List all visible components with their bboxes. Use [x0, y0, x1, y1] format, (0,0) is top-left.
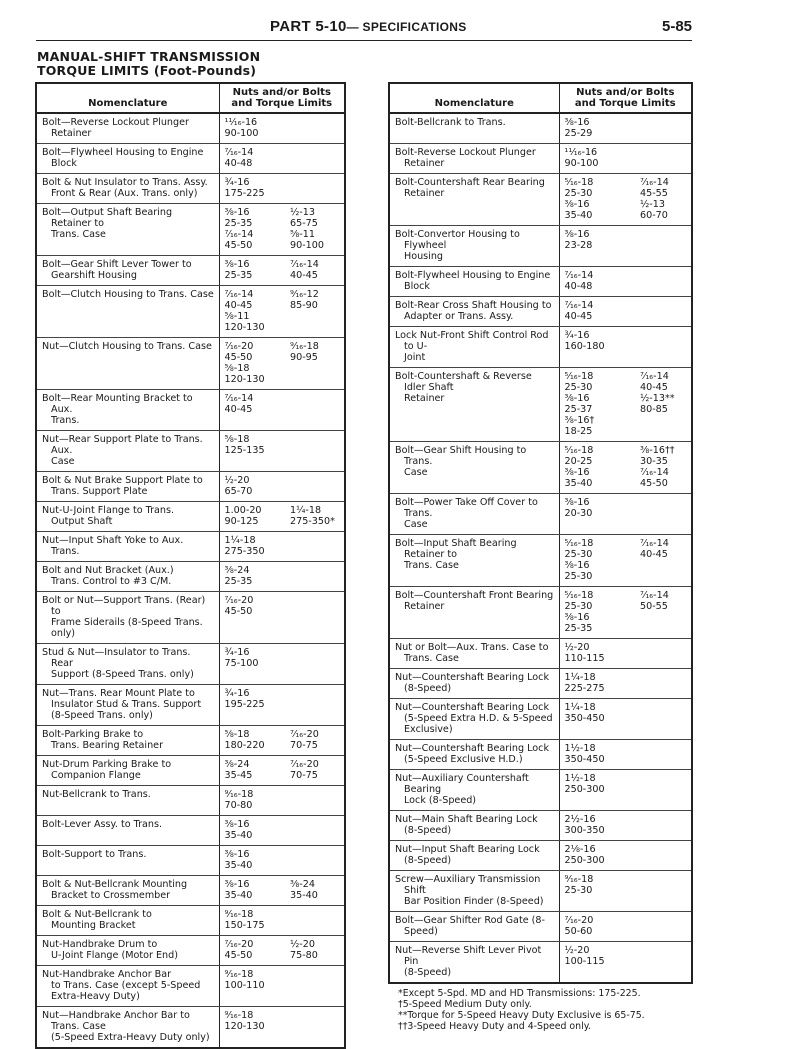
table-row [389, 669, 692, 699]
torque-spec-cell: ½-20 110-115 [559, 639, 635, 669]
torque-spec-cell: ⁹⁄₁₆-18 100-110 [219, 966, 285, 1007]
torque-spec-cell: ⅜-24 25-35 [219, 562, 285, 592]
page-title [37, 50, 260, 78]
torque-spec-cell-alt: ⁷⁄₁₆-14 40-45 ½-13** 80-85 [635, 368, 692, 442]
nomenclature-cell: Bolt—Input Shaft Bearing Retainer to Trans. Case [389, 535, 559, 587]
torque-spec-cell: ⅜-16 25-35 ⁷⁄₁₆-14 45-50 [219, 204, 285, 256]
torque-spec-cell: 2⅛-16 250-300 [559, 841, 635, 871]
nomenclature-cell: Bolt & Nut Insulator to Trans. Assy. Front & Rear (Aux. Trans. only) [36, 174, 219, 204]
nomenclature-cell: Nut—Countershaft Bearing Lock (8-Speed) [389, 669, 559, 699]
torque-spec-cell-alt [285, 113, 345, 144]
nomenclature-cell: Bolt—Flywheel Housing to Engine Block [36, 144, 219, 174]
torque-spec-cell-alt: ⁷⁄₁₆-20 70-75 [285, 726, 345, 756]
nomenclature-cell: Bolt—Gear Shifter Rod Gate (8-Speed) [389, 912, 559, 942]
torque-spec-cell: ¾-16 195-225 [219, 685, 285, 726]
torque-spec-cell-alt [635, 267, 692, 297]
table-row [36, 816, 345, 846]
torque-spec-cell-alt [635, 770, 692, 811]
table-row [389, 174, 692, 226]
torque-spec-cell-alt [635, 740, 692, 770]
page-number: 5-85 [662, 18, 693, 35]
torque-spec-cell-alt: ⁷⁄₁₆-14 45-55 ½-13 60-70 [635, 174, 692, 226]
torque-spec-cell: ⅜-16 35-40 [219, 876, 285, 906]
torque-table-left [35, 82, 346, 1049]
nomenclature-cell: Bolt and Nut Bracket (Aux.) Trans. Control to #3 C/M. [36, 562, 219, 592]
torque-spec-cell-alt [635, 327, 692, 368]
torque-spec-cell: ⁵⁄₁₆-18 25-30 ⅜-16 35-40 [559, 174, 635, 226]
torque-spec-cell: ⁵⁄₁₆-18 25-30 ⅜-16 25-30 [559, 535, 635, 587]
torque-spec-cell: ¾-16 175-225 [219, 174, 285, 204]
torque-spec-cell: ⁷⁄₁₆-14 40-45 [559, 297, 635, 327]
torque-spec-cell-alt: ⅜-16†† 30-35 ⁷⁄₁₆-14 45-50 [635, 442, 692, 494]
table-row [36, 204, 345, 256]
torque-spec-cell-alt [285, 846, 345, 876]
torque-spec-cell: ⁹⁄₁₆-18 25-30 [559, 871, 635, 912]
nomenclature-cell: Bolt-Flywheel Housing to Engine Block [389, 267, 559, 297]
nomenclature-cell: Bolt & Nut-Bellcrank to Mounting Bracket [36, 906, 219, 936]
nomenclature-cell: Bolt-Rear Cross Shaft Housing to Adapter or Trans. Assy. [389, 297, 559, 327]
table-row [36, 756, 345, 786]
title-line-1: MANUAL-SHIFT TRANSMISSION [37, 49, 261, 64]
right-column [388, 82, 693, 1032]
torque-spec-cell-alt: ⁹⁄₁₆-12 85-90 [285, 286, 345, 338]
torque-spec-cell: ⅜-16 25-35 [219, 256, 285, 286]
torque-spec-cell-alt [635, 639, 692, 669]
torque-spec-cell-alt [635, 669, 692, 699]
torque-spec-cell: ⅜-24 35-45 [219, 756, 285, 786]
table-row [36, 532, 345, 562]
nomenclature-cell: Bolt—Countershaft Front Bearing Retainer [389, 587, 559, 639]
torque-spec-cell: ⅜-16 35-40 [219, 846, 285, 876]
torque-spec-cell-alt [285, 431, 345, 472]
nomenclature-cell: Nut—Input Shaft Bearing Lock (8-Speed) [389, 841, 559, 871]
nomenclature-cell: Bolt—Reverse Lockout Plunger Retainer [36, 113, 219, 144]
header-rule [36, 40, 692, 41]
nomenclature-cell: Bolt-Countershaft Rear Bearing Retainer [389, 174, 559, 226]
nomenclature-cell: Nut—Input Shaft Yoke to Aux. Trans. [36, 532, 219, 562]
table-row [36, 644, 345, 685]
nomenclature-cell: Bolt-Lever Assy. to Trans. [36, 816, 219, 846]
torque-spec-cell-alt [285, 644, 345, 685]
table-row [36, 966, 345, 1007]
torque-spec-cell-alt [635, 144, 692, 174]
torque-spec-cell: 1¼-18 225-275 [559, 669, 635, 699]
torque-spec-cell: ⅜-16 20-30 [559, 494, 635, 535]
torque-spec-cell-alt: ⁷⁄₁₆-14 40-45 [635, 535, 692, 587]
torque-spec-cell: 1¼-18 350-450 [559, 699, 635, 740]
torque-spec-cell: ¹¹⁄₁₆-16 90-100 [219, 113, 285, 144]
nomenclature-cell: Bolt-Reverse Lockout Plunger Retainer [389, 144, 559, 174]
nomenclature-cell: Nut—Auxiliary Countershaft Bearing Lock (8-Speed) [389, 770, 559, 811]
table-row [36, 685, 345, 726]
column-header-torque: Nuts and/or Bolts and Torque Limits [219, 83, 345, 113]
nomenclature-cell: Bolt-Bellcrank to Trans. [389, 113, 559, 144]
table-row [389, 871, 692, 912]
torque-spec-cell: ⁷⁄₁₆-14 40-45 [219, 390, 285, 431]
table-row [36, 174, 345, 204]
page-header [270, 18, 467, 35]
column-header-nomenclature: Nomenclature [389, 83, 559, 113]
torque-spec-cell: ⅜-16 25-29 [559, 113, 635, 144]
table-row [389, 587, 692, 639]
torque-spec-cell-alt [285, 816, 345, 846]
torque-spec-cell-alt [635, 841, 692, 871]
table-row [389, 535, 692, 587]
table-row [389, 942, 692, 984]
footnote: †5-Speed Medium Duty only. [398, 999, 532, 1010]
torque-spec-cell: ⁵⁄₁₆-18 25-30 ⅜-16 25-35 [559, 587, 635, 639]
torque-spec-cell-alt: ⅜-24 35-40 [285, 876, 345, 906]
table-row [36, 338, 345, 390]
table-row [36, 592, 345, 644]
torque-spec-cell-alt [285, 174, 345, 204]
table-row [36, 472, 345, 502]
table-row [36, 431, 345, 472]
torque-spec-cell-alt [285, 562, 345, 592]
torque-spec-cell-alt [285, 906, 345, 936]
torque-spec-cell-alt: ½-13 65-75 ⅝-11 90-100 [285, 204, 345, 256]
torque-spec-cell-alt [635, 699, 692, 740]
nomenclature-cell: Nut or Bolt—Aux. Trans. Case to Trans. Case [389, 639, 559, 669]
torque-spec-cell-alt [285, 532, 345, 562]
part-label: PART 5-10 [270, 18, 347, 35]
table-row [36, 502, 345, 532]
nomenclature-cell: Bolt—Power Take Off Cover to Trans. Case [389, 494, 559, 535]
torque-spec-cell: ¾-16 160-180 [559, 327, 635, 368]
torque-spec-cell-alt [285, 786, 345, 816]
torque-spec-cell: 1½-18 350-450 [559, 740, 635, 770]
torque-spec-cell-alt [635, 942, 692, 984]
table-row [389, 113, 692, 144]
torque-spec-cell-alt [635, 811, 692, 841]
table-row [36, 906, 345, 936]
table-row [36, 256, 345, 286]
table-row [389, 912, 692, 942]
table-row [36, 1007, 345, 1049]
nomenclature-cell: Bolt-Parking Brake to Trans. Bearing Retainer [36, 726, 219, 756]
footnote: ††3-Speed Heavy Duty and 4-Speed only. [398, 1021, 591, 1032]
torque-spec-cell: ⁵⁄₁₆-18 20-25 ⅜-16 35-40 [559, 442, 635, 494]
torque-spec-cell-alt [635, 494, 692, 535]
table-row [36, 562, 345, 592]
table-row [389, 368, 692, 442]
torque-spec-cell-alt [635, 113, 692, 144]
footnotes [398, 988, 693, 1032]
nomenclature-cell: Bolt & Nut-Bellcrank Mounting Bracket to Crossmember [36, 876, 219, 906]
footnote: **Torque for 5-Speed Heavy Duty Exclusive is 65-75. [398, 1010, 645, 1021]
torque-spec-cell-alt [635, 912, 692, 942]
nomenclature-cell: Stud & Nut—Insulator to Trans. Rear Support (8-Speed Trans. only) [36, 644, 219, 685]
torque-spec-cell-alt: ⁷⁄₁₆-14 50-55 [635, 587, 692, 639]
torque-spec-cell: ⁹⁄₁₆-18 150-175 [219, 906, 285, 936]
table-row [36, 390, 345, 431]
table-row [389, 297, 692, 327]
torque-table-right [388, 82, 693, 984]
torque-spec-cell: 2½-16 300-350 [559, 811, 635, 841]
torque-spec-cell: ¾-16 75-100 [219, 644, 285, 685]
nomenclature-cell: Bolt—Clutch Housing to Trans. Case [36, 286, 219, 338]
column-header-torque: Nuts and/or Bolts and Torque Limits [559, 83, 692, 113]
torque-spec-cell: ⁷⁄₁₆-20 45-50 [219, 936, 285, 966]
table-row [36, 726, 345, 756]
table-row [389, 267, 692, 297]
torque-spec-cell-alt [285, 592, 345, 644]
torque-spec-cell: ½-20 100-115 [559, 942, 635, 984]
torque-spec-cell: ⁷⁄₁₆-20 45-50 ⅝-18 120-130 [219, 338, 285, 390]
nomenclature-cell: Nut—Trans. Rear Mount Plate to Insulator Stud & Trans. Support (8-Speed Trans. only) [36, 685, 219, 726]
nomenclature-cell: Lock Nut-Front Shift Control Rod to U- Joint [389, 327, 559, 368]
table-row [36, 846, 345, 876]
torque-spec-cell: 1¼-18 275-350 [219, 532, 285, 562]
table-row [389, 811, 692, 841]
torque-spec-cell: ⅜-16 35-40 [219, 816, 285, 846]
nomenclature-cell: Nut-Drum Parking Brake to Companion Flange [36, 756, 219, 786]
nomenclature-cell: Nut-U-Joint Flange to Trans. Output Shaft [36, 502, 219, 532]
torque-spec-cell-alt [285, 144, 345, 174]
nomenclature-cell: Bolt—Output Shaft Bearing Retainer to Trans. Case [36, 204, 219, 256]
nomenclature-cell: Bolt—Gear Shift Housing to Trans. Case [389, 442, 559, 494]
nomenclature-cell: Screw—Auxiliary Transmission Shift Bar Position Finder (8-Speed) [389, 871, 559, 912]
nomenclature-cell: Bolt-Convertor Housing to Flywheel Housing [389, 226, 559, 267]
table-row [389, 770, 692, 811]
torque-spec-cell: ⁷⁄₁₆-14 40-45 ⅝-11 120-130 [219, 286, 285, 338]
nomenclature-cell: Nut—Clutch Housing to Trans. Case [36, 338, 219, 390]
torque-spec-cell: ½-20 65-70 [219, 472, 285, 502]
torque-spec-cell-alt [285, 1007, 345, 1049]
torque-spec-cell-alt [635, 297, 692, 327]
nomenclature-cell: Nut—Reverse Shift Lever Pivot Pin (8-Speed) [389, 942, 559, 984]
torque-spec-cell-alt [635, 871, 692, 912]
nomenclature-cell: Bolt-Support to Trans. [36, 846, 219, 876]
table-row [36, 876, 345, 906]
title-line-2: TORQUE LIMITS (Foot-Pounds) [37, 63, 257, 78]
table-row [36, 144, 345, 174]
nomenclature-cell: Nut—Countershaft Bearing Lock (5-Speed Exclusive H.D.) [389, 740, 559, 770]
section-label: — SPECIFICATIONS [346, 20, 467, 34]
torque-spec-cell: ⅝-18 180-220 [219, 726, 285, 756]
nomenclature-cell: Nut-Bellcrank to Trans. [36, 786, 219, 816]
table-row [36, 113, 345, 144]
table-row [389, 226, 692, 267]
torque-spec-cell: ¹¹⁄₁₆-16 90-100 [559, 144, 635, 174]
torque-spec-cell: ⅜-16 23-28 [559, 226, 635, 267]
torque-spec-cell: ⁷⁄₁₆-20 45-50 [219, 592, 285, 644]
table-row [36, 936, 345, 966]
torque-spec-cell-alt: ½-20 75-80 [285, 936, 345, 966]
torque-spec-cell: ⅝-18 125-135 [219, 431, 285, 472]
torque-spec-cell-alt: ⁷⁄₁₆-14 40-45 [285, 256, 345, 286]
table-row [389, 327, 692, 368]
footnote: *Except 5-Spd. MD and HD Transmissions: 175-225. [398, 988, 641, 999]
nomenclature-cell: Nut—Rear Support Plate to Trans. Aux. Case [36, 431, 219, 472]
table-row [389, 442, 692, 494]
nomenclature-cell: Nut—Countershaft Bearing Lock (5-Speed Extra H.D. & 5-Speed Exclusive) [389, 699, 559, 740]
table-row [36, 286, 345, 338]
torque-spec-cell-alt [635, 226, 692, 267]
nomenclature-cell: Nut—Handbrake Anchor Bar to Trans. Case (5-Speed Extra-Heavy Duty only) [36, 1007, 219, 1049]
column-header-nomenclature: Nomenclature [36, 83, 219, 113]
table-row [389, 639, 692, 669]
table-row [36, 786, 345, 816]
nomenclature-cell: Bolt—Rear Mounting Bracket to Aux. Trans. [36, 390, 219, 431]
torque-spec-cell: ⁷⁄₁₆-20 50-60 [559, 912, 635, 942]
torque-spec-cell: ⁹⁄₁₆-18 70-80 [219, 786, 285, 816]
torque-spec-cell-alt [285, 966, 345, 1007]
torque-spec-cell: 1½-18 250-300 [559, 770, 635, 811]
nomenclature-cell: Nut-Handbrake Anchor Bar to Trans. Case (except 5-Speed Extra-Heavy Duty) [36, 966, 219, 1007]
table-row [389, 494, 692, 535]
torque-spec-cell: ⁷⁄₁₆-14 40-48 [219, 144, 285, 174]
torque-spec-cell-alt: 1¼-18 275-350* [285, 502, 345, 532]
nomenclature-cell: Bolt—Gear Shift Lever Tower to Gearshift Housing [36, 256, 219, 286]
table-row [389, 740, 692, 770]
torque-spec-cell-alt: ⁹⁄₁₆-18 90-95 [285, 338, 345, 390]
nomenclature-cell: Bolt & Nut Brake Support Plate to Trans. Support Plate [36, 472, 219, 502]
torque-spec-cell: ⁹⁄₁₆-18 120-130 [219, 1007, 285, 1049]
table-row [389, 841, 692, 871]
torque-spec-cell: ⁵⁄₁₆-18 25-30 ⅜-16 25-37 ⅜-16† 18-25 [559, 368, 635, 442]
torque-spec-cell-alt [285, 472, 345, 502]
table-row [389, 144, 692, 174]
nomenclature-cell: Nut—Main Shaft Bearing Lock (8-Speed) [389, 811, 559, 841]
table-row [389, 699, 692, 740]
nomenclature-cell: Bolt or Nut—Support Trans. (Rear) to Frame Siderails (8-Speed Trans. only) [36, 592, 219, 644]
torque-spec-cell: ⁷⁄₁₆-14 40-48 [559, 267, 635, 297]
torque-spec-cell-alt [285, 685, 345, 726]
nomenclature-cell: Bolt-Countershaft & Reverse Idler Shaft Retainer [389, 368, 559, 442]
left-column [35, 82, 346, 1049]
torque-spec-cell: 1.00-20 90-125 [219, 502, 285, 532]
torque-spec-cell-alt [285, 390, 345, 431]
torque-spec-cell-alt: ⁷⁄₁₆-20 70-75 [285, 756, 345, 786]
nomenclature-cell: Nut-Handbrake Drum to U-Joint Flange (Motor End) [36, 936, 219, 966]
